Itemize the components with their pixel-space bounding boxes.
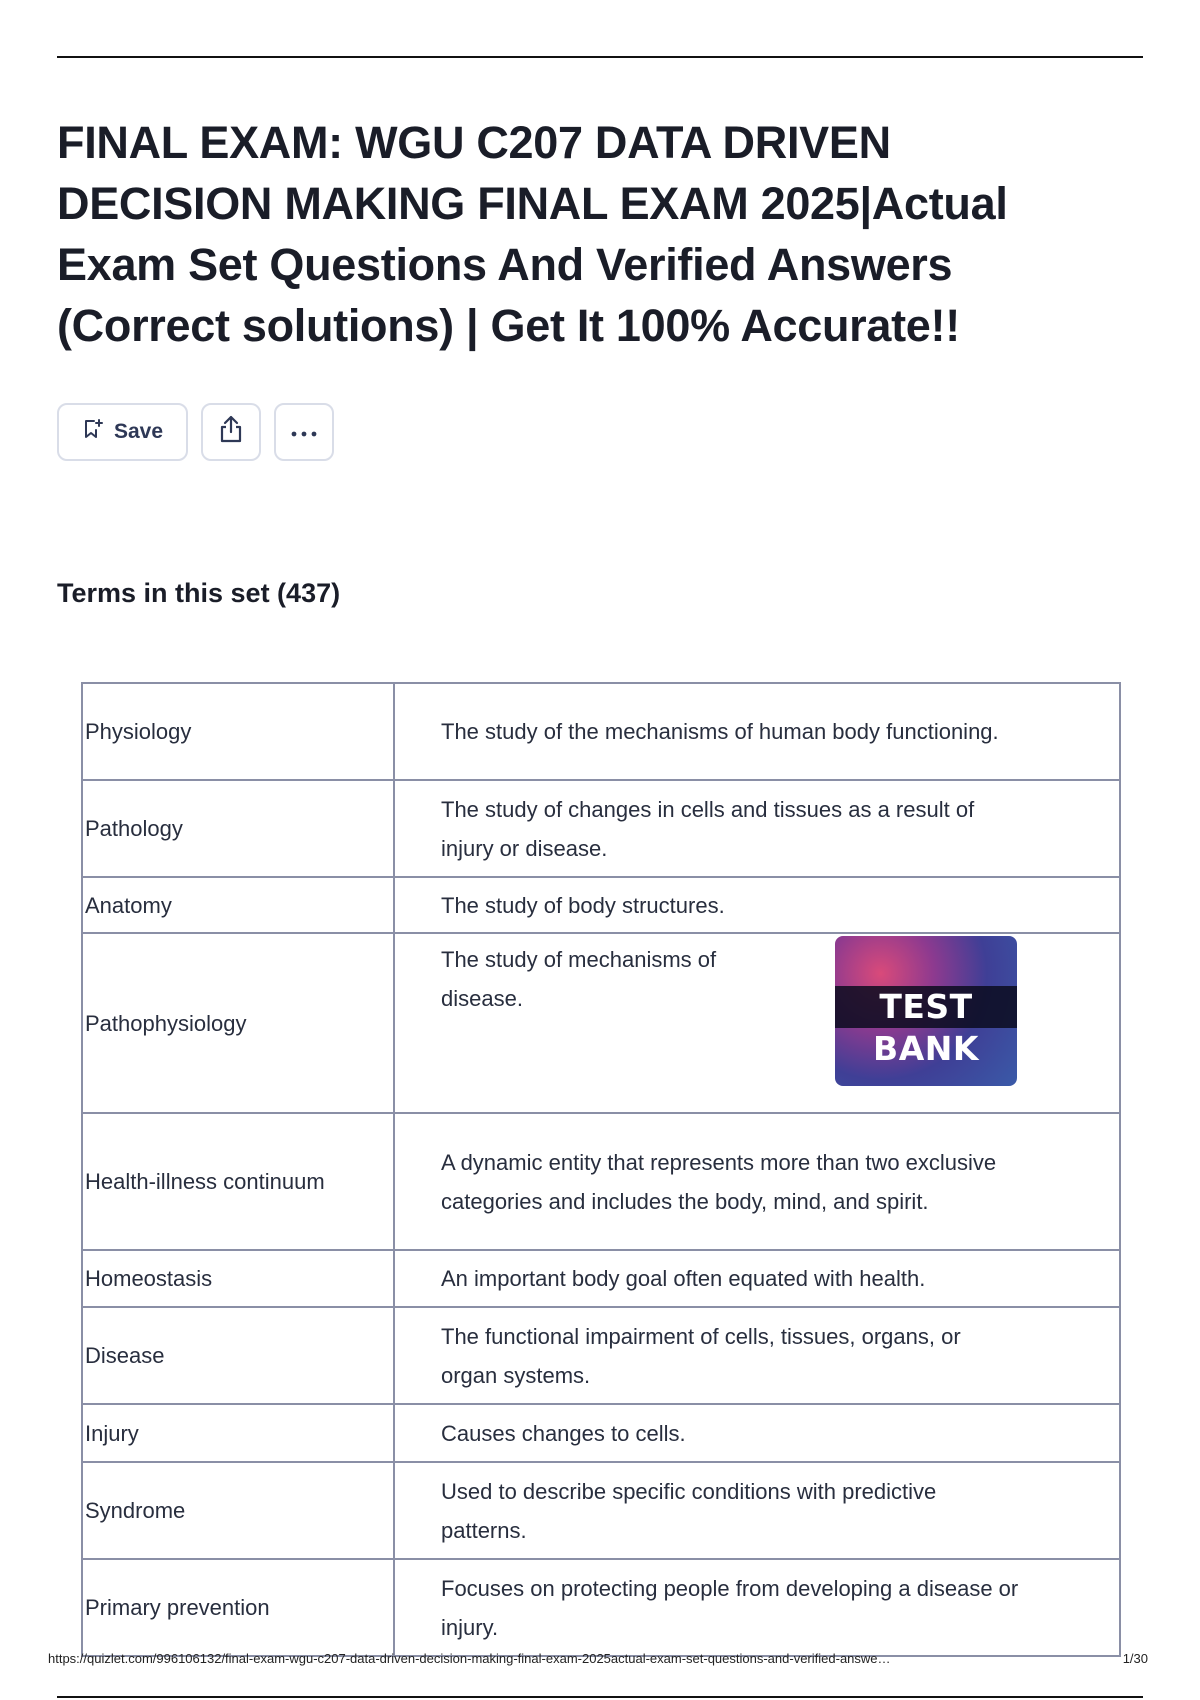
definition-cell: A dynamic entity that represents more than two exclusive categories and includes the body, mind, and spirit. [394,1113,1120,1250]
table-row [82,1404,1120,1462]
page-title: FINAL EXAM: WGU C207 DATA DRIVEN DECISION MAKING FINAL EXAM 2025|Actual Exam Set Questions And Verified Answers (Correct solutions) | Get It 100% Accurate!! [57,117,1008,351]
definition-cell: Focuses on protecting people from developing a disease or injury. [394,1559,1120,1656]
footer-divider [57,1696,1143,1698]
more-options-button[interactable] [274,403,334,461]
term-cell: Pathology [82,780,394,877]
share-icon [217,414,245,450]
table-row [82,1307,1120,1404]
term-cell: Injury [82,1404,394,1462]
table-row [82,1250,1120,1307]
term-cell: Syndrome [82,1462,394,1559]
image-title: TEST BANK [873,987,979,1068]
term-cell: Homeostasis [82,1250,394,1307]
term-cell: Physiology [82,683,394,780]
terms-heading: Terms in this set (437) [57,578,341,608]
definition-cell: The study of changes in cells and tissues as a result of injury or disease. [394,780,1120,877]
term-cell: Disease [82,1307,394,1404]
definition-text: The study of mechanisms of disease. [441,947,717,1011]
page-number: 1/30 [1122,1651,1148,1666]
table-row [82,1559,1120,1656]
definition-cell: An important body goal often equated with health. [394,1250,1120,1307]
share-button[interactable] [201,403,261,461]
table-row [82,1462,1120,1559]
table-row [82,780,1120,877]
bookmark-add-icon [82,418,104,446]
definition-cell: The functional impairment of cells, tissues, organs, or organ systems. [394,1307,1120,1404]
term-cell: Pathophysiology [82,933,394,1113]
more-horizontal-icon [289,420,319,444]
terms-table [81,682,1121,1657]
term-cell: Primary prevention [82,1559,394,1656]
save-button[interactable] [57,403,188,461]
page-url: https://quizlet.com/996106132/final-exam-wgu-c207-data-driven-decision-making-final-exam-2025actual-exam-set-questions-and-verified-answe… [48,1651,891,1666]
definition-cell: The study of the mechanisms of human body functioning. [394,683,1120,780]
save-button-label: Save [113,420,164,443]
table-row [82,683,1120,780]
term-cell: Health-illness continuum [82,1113,394,1250]
term-cell: Anatomy [82,877,394,933]
definition-cell: Used to describe specific conditions with predictive patterns. [394,1462,1120,1559]
definition-cell: Causes changes to cells. [394,1404,1120,1462]
definition-cell: The study of body structures. [394,877,1120,933]
table-row [82,877,1120,933]
test-bank-image[interactable] [835,936,1017,1086]
table-row [82,1113,1120,1250]
header-divider [57,56,1143,58]
